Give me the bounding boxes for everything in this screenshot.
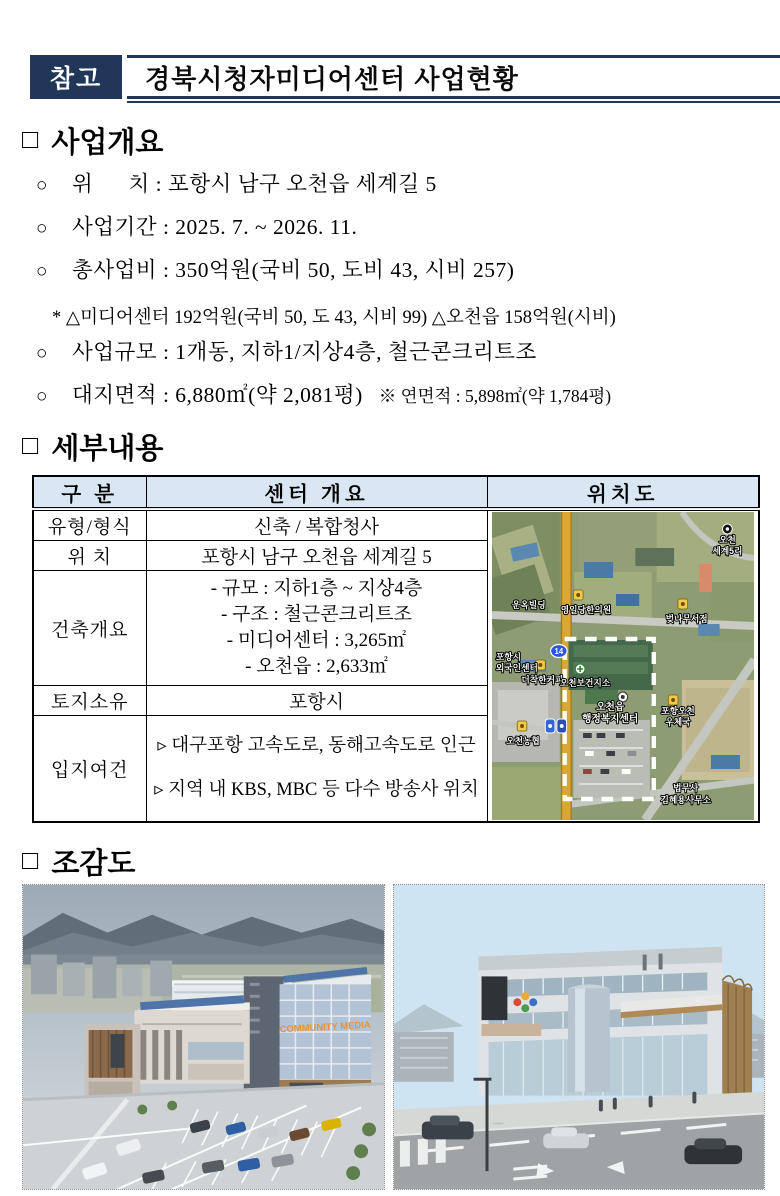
circle-bullet-icon: ○ (36, 175, 48, 196)
media-center-building (479, 947, 753, 1100)
section-heading-render (22, 841, 135, 882)
row-label-land: 토지소유 (33, 685, 146, 715)
overview-floor-area-note: ※ 연면적 : 5,898㎡(약 1,784평) (378, 386, 612, 406)
document-header (30, 55, 780, 99)
svg-text:오천보건지소: 오천보건지소 (559, 677, 610, 689)
svg-text:법무사: 법무사 (672, 782, 698, 794)
overview-item-area (36, 378, 766, 420)
build-line-structure: - 구조 : 철근콘크리트조 (220, 604, 413, 626)
svg-text:세계5리: 세계5리 (711, 545, 742, 557)
crosswalk (400, 1137, 446, 1167)
table-header-row (33, 476, 759, 509)
section-heading-render-label: 조감도 (51, 848, 136, 880)
glass-tower (279, 970, 371, 1097)
row-value-site (146, 715, 487, 822)
map-route-14-shield (550, 645, 566, 658)
satellite-map-image (492, 512, 755, 820)
svg-text:14: 14 (554, 646, 563, 657)
col-header-location-map: 위치도 (487, 476, 759, 509)
col-header-category: 구 분 (33, 476, 146, 509)
section-heading-overview-label: 사업개요 (51, 127, 164, 159)
overview-item-budget (36, 253, 766, 296)
center-wing (134, 999, 249, 1083)
right-wood-wall (722, 976, 752, 1100)
svg-text:오천농협: 오천농협 (505, 735, 540, 747)
svg-text:더착한커피: 더착한커피 (520, 674, 563, 686)
row-label-site: 입지여건 (33, 715, 146, 822)
row-value-land: 포항시 (146, 685, 487, 715)
aerial-render-illustration (23, 885, 384, 1189)
overview-item-period-text: 사업기간 : 2025. 7. ~ 2026. 11. (72, 215, 358, 239)
build-line-ocheon: - 오천읍 : 2,633㎡ (245, 656, 388, 678)
map-illustration (492, 512, 755, 820)
svg-text:포항오천: 포항오천 (660, 705, 695, 717)
circle-bullet-icon: ○ (36, 343, 48, 364)
build-line-scale: - 규모 : 지하1층 ~ 지상4층 (210, 578, 423, 600)
svg-text:우체국: 우체국 (664, 716, 691, 728)
site-line-broadcasters: ▹ 지역 내 KBS, MBC 등 다수 방송사 위치 (154, 780, 479, 801)
row-value-build (146, 571, 487, 686)
col-header-center-overview: 센터 개요 (146, 476, 487, 509)
build-line-media-center: - 미디어센터 : 3,265㎡ (226, 630, 407, 652)
svg-text:오천: 오천 (718, 534, 736, 546)
svg-text:오천읍: 오천읍 (595, 701, 624, 714)
table-row (33, 509, 759, 541)
site-line-highway: ▹ 대구포항 고속도로, 동해고속도로 인근 (157, 736, 476, 757)
square-bullet-icon: □ (22, 430, 39, 460)
aerial-render-image (22, 884, 385, 1190)
street-render-image (393, 884, 765, 1190)
row-value-location: 포항시 남구 오천읍 세계길 5 (146, 541, 487, 571)
section-heading-overview (22, 120, 163, 161)
row-label-location: 위 치 (33, 541, 146, 571)
overview-item-area-text: 대지면적 : 6,880㎡(약 2,081평) (72, 383, 363, 407)
circle-bullet-icon: ○ (36, 261, 48, 282)
row-label-type: 유형/형식 (33, 509, 146, 541)
svg-text:영일당한의원: 영일당한의원 (560, 604, 611, 616)
document-title: 경북시청자미디어센터 사업현황 (127, 55, 780, 99)
overview-item-budget-text: 총사업비 : 350억원(국비 50, 도비 43, 시비 257) (72, 258, 515, 282)
overview-item-location (36, 167, 766, 210)
parking-lot (23, 1084, 384, 1189)
svg-text:행정복지센터: 행정복지센터 (581, 713, 638, 726)
section-heading-details-label: 세부내용 (51, 433, 164, 465)
svg-text:김혜용사무소: 김혜용사무소 (660, 794, 711, 806)
square-bullet-icon: □ (22, 845, 39, 875)
overview-list (36, 167, 766, 420)
overview-item-period (36, 210, 766, 253)
row-value-type: 신축 / 복합청사 (146, 509, 487, 541)
overview-item-location-text: 위 치 : 포항시 남구 오천읍 세계길 5 (72, 172, 437, 196)
svg-text:외국인센터: 외국인센터 (495, 662, 538, 674)
row-label-build: 건축개요 (33, 571, 146, 686)
square-bullet-icon: □ (22, 124, 39, 154)
location-map-cell (487, 509, 759, 822)
left-wing-wood (85, 1024, 141, 1100)
project-detail-table (32, 475, 760, 823)
overview-budget-note: * △미디어센터 192억원(국비 50, 도 43, 시비 99) △오천읍 158억원(시비) (52, 307, 616, 328)
community-media-sign: COMMUNITY MEDIA (279, 1019, 371, 1036)
circle-bullet-icon: ○ (36, 218, 48, 239)
svg-text:포항시: 포항시 (495, 651, 521, 663)
reference-badge: 참고 (30, 55, 122, 99)
street-render-illustration (394, 885, 764, 1189)
circle-bullet-icon: ○ (36, 386, 48, 407)
svg-text:벚나무서점: 벚나무서점 (665, 613, 708, 625)
glass-cylinder (568, 984, 610, 1091)
overview-item-scale-text: 사업규모 : 1개동, 지하1/지상4층, 철근콘크리트조 (72, 340, 537, 364)
section-heading-details (22, 426, 163, 467)
svg-text:운옥빌딩: 운옥빌딩 (511, 599, 546, 611)
overview-item-scale (36, 335, 766, 378)
